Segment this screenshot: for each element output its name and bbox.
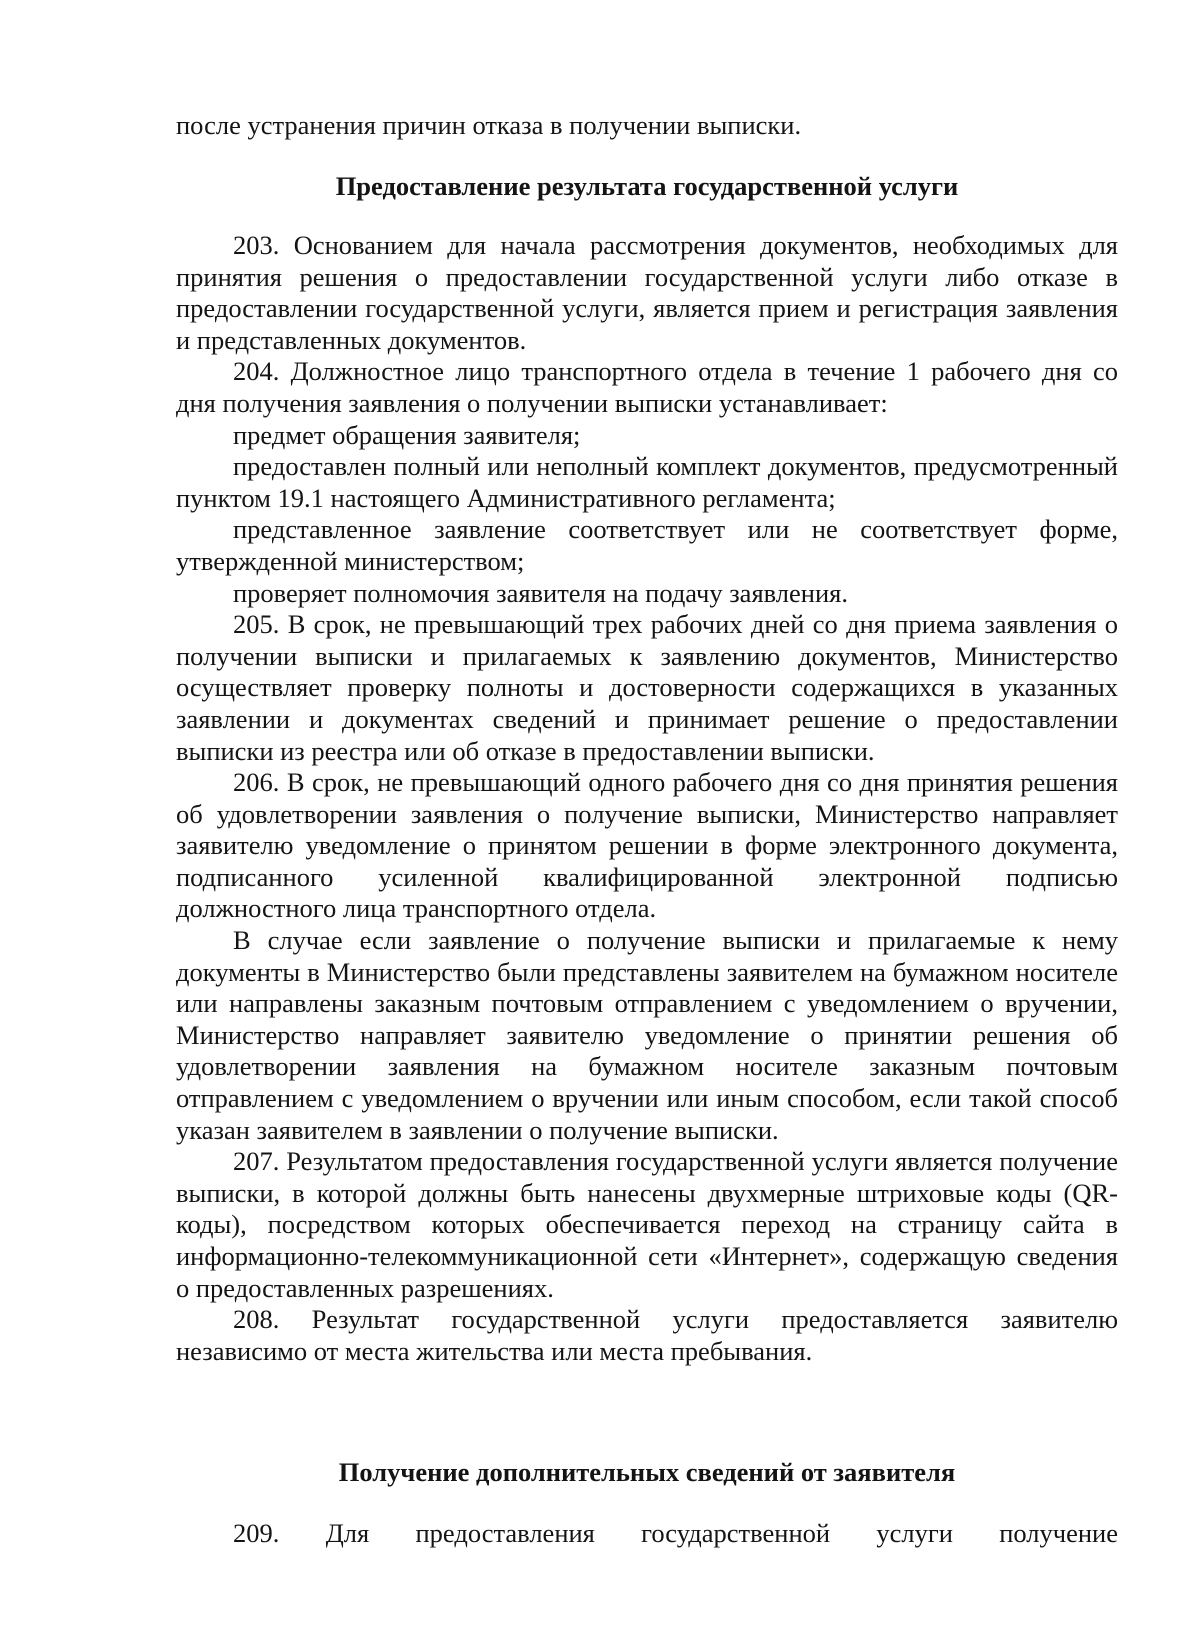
paragraph-207: 207. Результатом предоставления государственной услуги является получение выписки, в которой должны быть нанесены двухмерные штриховые коды (QR-коды), посредством которых обеспечивается переход на страницу сайта в информационно-телекоммуникационной сети «Интернет», содержащую сведения о предоставленных разрешениях. xyxy=(176,1146,1118,1303)
paragraph-208: 208. Результат государственной услуги предоставляется заявителю независимо от места жительства или места пребывания. xyxy=(176,1304,1118,1366)
continuation-text: после устранения причин отказа в получении выписки. xyxy=(176,110,802,140)
section-heading-result: Предоставление результата государственной услуги xyxy=(335,171,959,201)
paragraph-209-block xyxy=(176,1518,1118,1550)
paragraph-204-item-3: представленное заявление соответствует или не соответствует форме, утвержденной министерством; xyxy=(176,514,1118,576)
section-heading-block xyxy=(176,171,1118,203)
section-heading-block-2 xyxy=(176,1457,1118,1489)
paragraph-204-item-2: предоставлен полный или неполный комплект документов, предусмотренный пунктом 19.1 настоящего Административного регламента; xyxy=(176,451,1118,513)
paragraph-209: 209. Для предоставления государственной услуги получение xyxy=(233,1518,1118,1548)
continuation-block xyxy=(176,110,1118,142)
section-heading-additional: Получение дополнительных сведений от заявителя xyxy=(338,1457,956,1487)
paragraph-205: 205. В срок, не превышающий трех рабочих дней со дня приема заявления о получении выписки и прилагаемых к заявлению документов, Министерство осуществляет проверку полноты и достоверности содержащихся в указанных заявлении и документах сведений и принимает решение о предоставлении выписки из реестра или об отказе в предоставлении выписки. xyxy=(176,609,1118,766)
main-body xyxy=(176,230,1118,1367)
paragraph-204-item-4: проверяет полномочия заявителя на подачу заявления. xyxy=(233,577,848,608)
paragraph-204: 204. Должностное лицо транспортного отдела в течение 1 рабочего дня со дня получения заявления о получении выписки устанавливает: xyxy=(176,356,1118,418)
paragraph-206: 206. В срок, не превышающий одного рабочего дня со дня принятия решения об удовлетворении заявления о получение выписки, Министерство направляет заявителю уведомление о принятом решении в форме электронного документа, подписанного усиленной квалифицированной электронной подписью должностного лица транспортного отдела. xyxy=(176,767,1118,924)
paragraph-204-item-1: предмет обращения заявителя; xyxy=(233,419,581,450)
paragraph-203: 203. Основанием для начала рассмотрения документов, необходимых для принятия решения о предоставлении государственной услуги либо отказе в предоставлении государственной услуги, является прием и регистрация заявления и представленных документов. xyxy=(176,230,1118,355)
paragraph-206-case: В случае если заявление о получение выписки и прилагаемые к нему документы в Министерство были представлены заявителем на бумажном носителе или направлены заказным почтовым отправлением с уведомлением о вручении, Министерство направляет заявителю уведомление о принятии решения об удовлетворении заявления на бумажном носителе заказным почтовым отправлением с уведомлением о вручении или иным способом, если такой способ указан заявителем в заявлении о получение выписки. xyxy=(176,925,1118,1145)
